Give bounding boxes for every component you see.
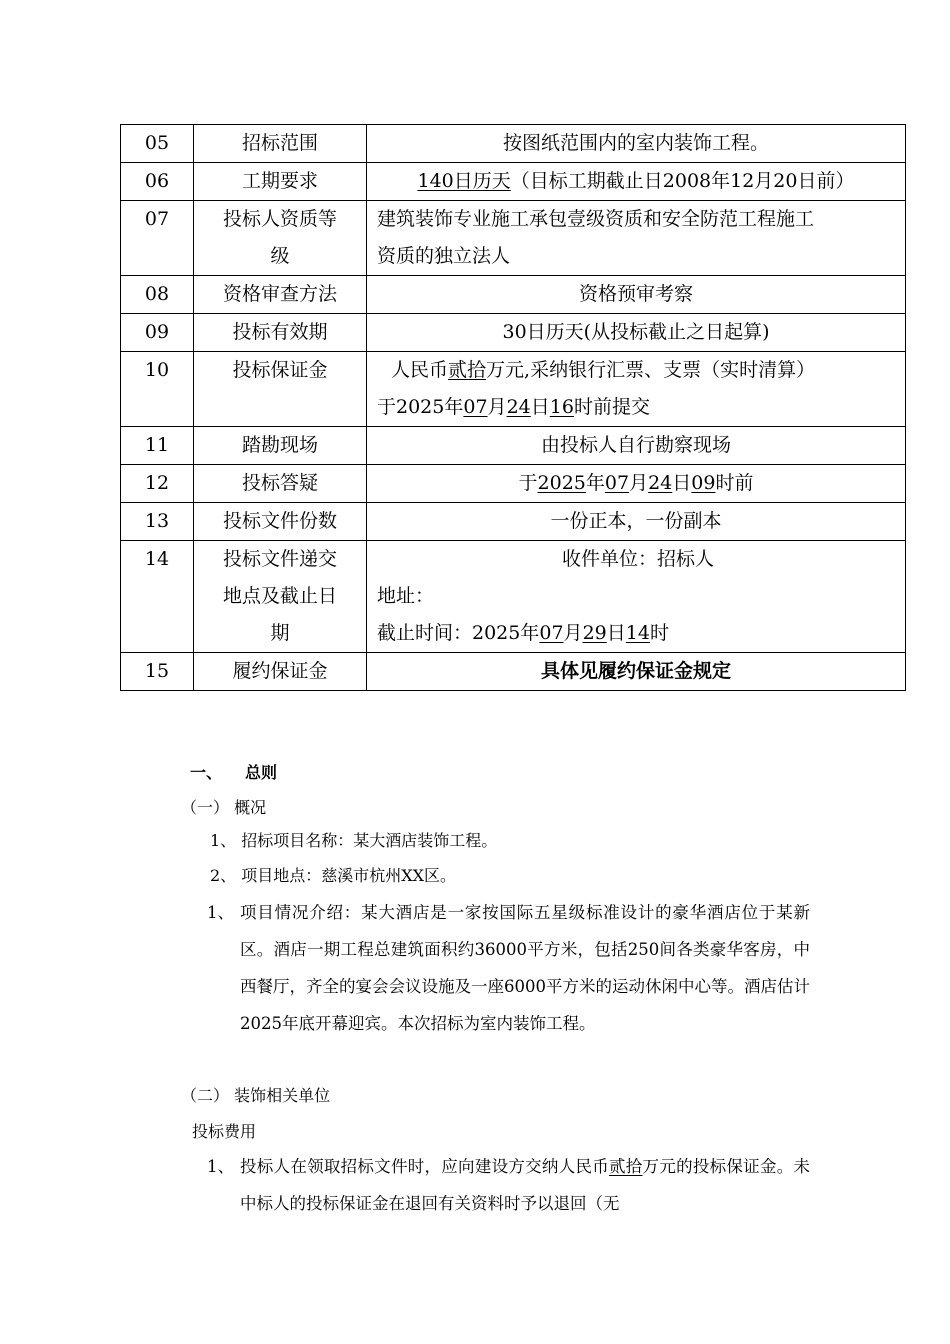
row-content-line	[377, 352, 899, 389]
text-run: 于	[518, 472, 538, 494]
amount-value: 贰拾	[448, 359, 487, 381]
table-row	[121, 427, 906, 465]
row-item	[194, 201, 367, 276]
hour-value: 14	[625, 622, 650, 644]
row-content-line: 资质的独立法人	[377, 245, 511, 267]
text-run: 人民币	[391, 359, 449, 381]
row-item: 投标保证金	[194, 352, 367, 427]
row-content	[367, 541, 906, 653]
row-item: 履约保证金	[194, 653, 367, 691]
section-title: 总则	[245, 763, 278, 782]
row-content: 30日历天(从投标截止之日起算)	[367, 314, 906, 352]
text-run: 万元,采纳银行汇票、支票（实时清算）	[486, 359, 816, 381]
hour-value: 09	[691, 472, 716, 494]
text-run: 月	[487, 396, 507, 418]
subsection-heading: 投标费用	[192, 1122, 257, 1141]
row-item: 踏勘现场	[194, 427, 367, 465]
month-value: 07	[604, 472, 630, 494]
row-content	[367, 201, 906, 276]
paragraph-text: 项目情况介绍：某大酒店是一家按国际五星级标准设计的豪华酒店位于某新区。酒店一期工程总建筑面积约36000平方米，包括250间各类豪华客房，中西餐厅，齐全的宴会会议设施及一座6000平方米的运动休闲中心等。酒店估计2025年底开幕迎宾。本次招标为室内装饰工程。	[240, 903, 810, 1033]
text-run: 月	[563, 622, 583, 644]
text-run: 于2025年	[377, 396, 464, 418]
row-content-line	[377, 615, 899, 652]
paragraph-text: 万元的投标保证金。未中标人的投标保证金在退回有关资料时予以退回（无	[240, 1157, 811, 1213]
row-item: 投标文件份数	[194, 503, 367, 541]
row-item: 招标范围	[194, 125, 367, 163]
row-content-line: 建筑装饰专业施工承包壹级资质和安全防范工程施工	[377, 208, 815, 230]
table-row	[121, 352, 906, 427]
row-content	[367, 465, 906, 503]
table-row	[121, 201, 906, 276]
row-item: 投标答疑	[194, 465, 367, 503]
row-number: 13	[121, 503, 194, 541]
text-run: 年	[585, 472, 605, 494]
row-content: 一份正本，一份副本	[367, 503, 906, 541]
table-row	[121, 163, 906, 201]
row-number: 05	[121, 125, 194, 163]
row-item-line: 投标人资质等	[222, 208, 337, 230]
table-row	[121, 541, 906, 653]
row-content-line	[377, 389, 899, 426]
row-number: 14	[121, 541, 194, 653]
text-run: 日	[672, 472, 692, 494]
list-number: 1、	[207, 1157, 234, 1176]
row-content: 由投标人自行勘察现场	[367, 427, 906, 465]
day-value: 24	[506, 396, 531, 418]
row-number: 15	[121, 653, 194, 691]
list-item: 2、 项目地点：慈溪市杭州XX区。	[210, 866, 457, 885]
text-run: 日	[606, 622, 626, 644]
table-row	[121, 503, 906, 541]
table-row	[121, 465, 906, 503]
row-content	[367, 352, 906, 427]
row-item-line: 级	[270, 245, 290, 267]
row-item	[194, 541, 367, 653]
month-value: 07	[539, 622, 564, 644]
text-run: 截止时间：2025年	[377, 622, 540, 644]
row-number: 09	[121, 314, 194, 352]
bid-info-table	[120, 124, 906, 691]
duration-value: 140日历天	[417, 170, 511, 192]
list-number: 1、	[207, 903, 234, 922]
day-value: 24	[648, 472, 673, 494]
row-item: 投标有效期	[194, 314, 367, 352]
paragraph-text: 投标人在领取招标文件时，应向建设方交纳人民币	[240, 1157, 609, 1176]
row-content	[367, 163, 906, 201]
row-content: 具体见履约保证金规定	[367, 653, 906, 691]
month-value: 07	[463, 396, 488, 418]
subsection-heading: （二） 装饰相关单位	[181, 1086, 331, 1105]
text-run: 时前	[715, 472, 754, 494]
row-item-line: 期	[270, 622, 290, 644]
day-value: 29	[582, 622, 607, 644]
table-row	[121, 125, 906, 163]
duration-note: （目标工期截止日2008年12月20日前）	[510, 170, 855, 192]
amount-value: 贰拾	[609, 1157, 643, 1176]
text-run: 时	[649, 622, 669, 644]
text-run: 时前提交	[573, 396, 650, 418]
section-heading	[190, 760, 278, 783]
table-row	[121, 653, 906, 691]
section-number: 一、	[190, 763, 223, 782]
row-content: 资格预审考察	[367, 276, 906, 314]
hour-value: 16	[549, 396, 574, 418]
row-number: 12	[121, 465, 194, 503]
row-item: 资格审查方法	[194, 276, 367, 314]
row-item: 工期要求	[194, 163, 367, 201]
row-number: 10	[121, 352, 194, 427]
row-content-line: 地址：	[377, 585, 435, 607]
row-item-line: 投标文件递交	[222, 548, 337, 570]
row-item-line: 地点及截止日	[222, 585, 337, 607]
text-run: 日	[530, 396, 550, 418]
list-item	[207, 894, 810, 1042]
subsection-heading: （一） 概况	[181, 798, 267, 817]
table-row	[121, 314, 906, 352]
text-run: 月	[629, 472, 649, 494]
list-item	[207, 1148, 811, 1222]
row-number: 06	[121, 163, 194, 201]
row-content: 按图纸范围内的室内装饰工程。	[367, 125, 906, 163]
year-value: 2025	[537, 472, 586, 494]
row-content-line: 收件单位：招标人	[561, 548, 714, 570]
list-item: 1、 招标项目名称：某大酒店装饰工程。	[210, 831, 498, 850]
row-number: 11	[121, 427, 194, 465]
table-row	[121, 276, 906, 314]
row-number: 07	[121, 201, 194, 276]
row-number: 08	[121, 276, 194, 314]
